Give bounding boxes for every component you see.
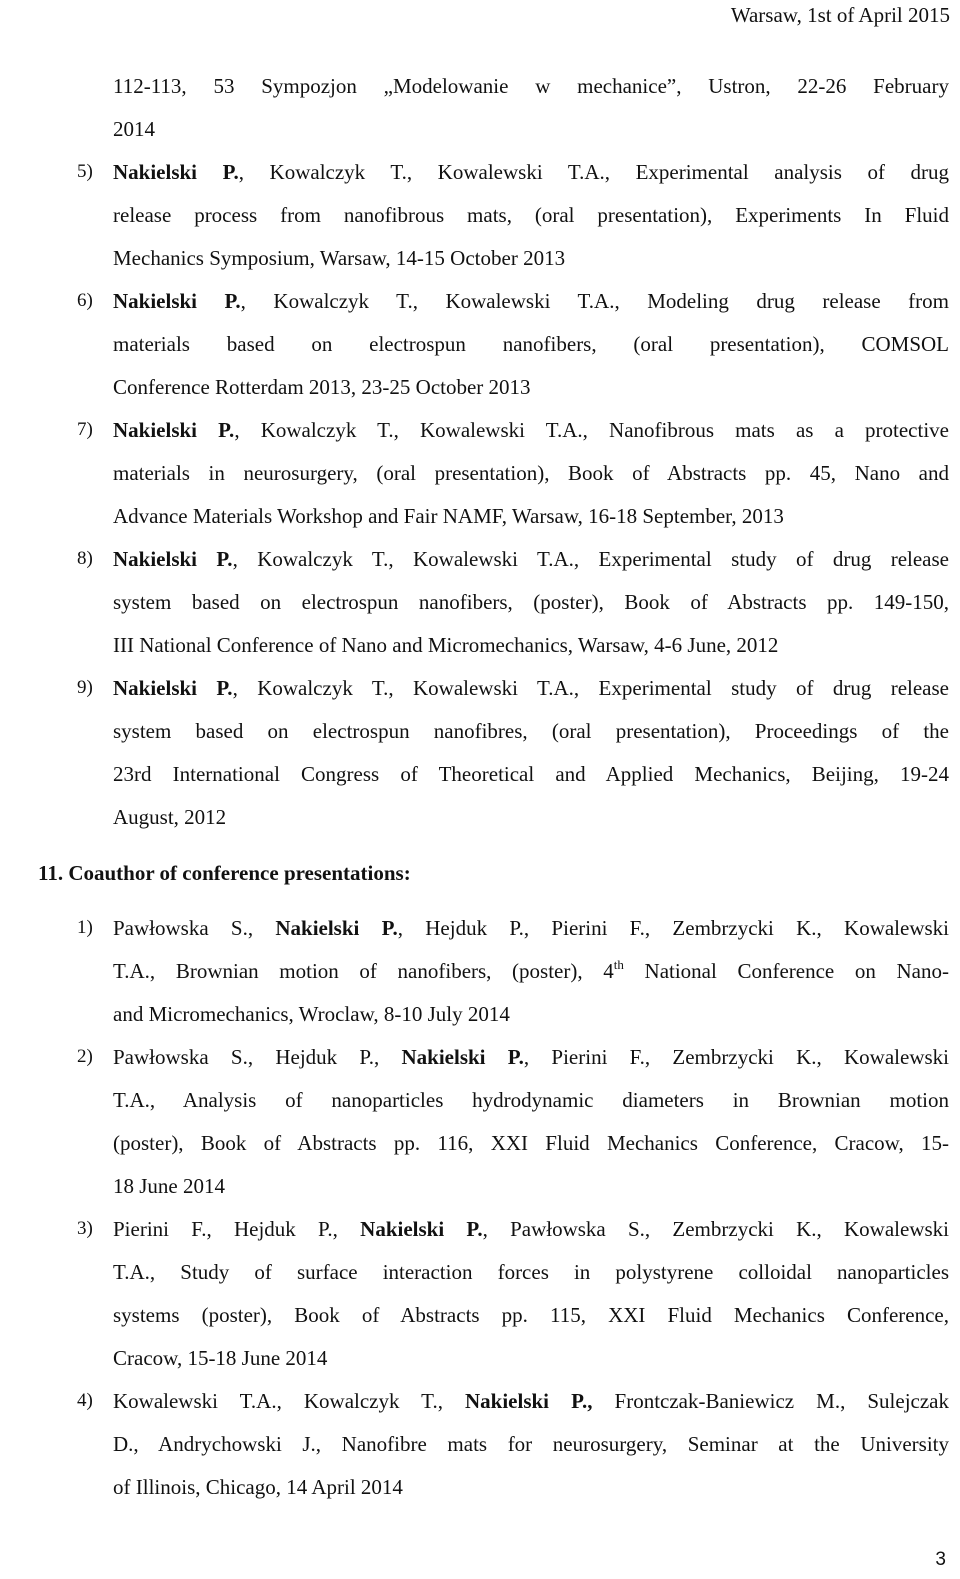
list-item-line: D., Andrychowski J., Nanofibre mats for neurosurgery, Seminar at the University (113, 1432, 949, 1456)
list-item-line: release process from nanofibrous mats, (oral presentation), Experiments In Fluid (113, 203, 949, 227)
document-date-header: Warsaw, 1st of April 2015 (730, 3, 950, 27)
list-item-first-line (113, 1044, 949, 1070)
title-start: , Experimental study of drug release (573, 547, 949, 571)
highlighted-author: Nakielski P. (275, 916, 398, 940)
list-item-first-line (113, 546, 949, 572)
list-item-first-line (113, 1216, 949, 1242)
list-number: 8) (77, 548, 93, 569)
list-item-line: 23rd International Congress of Theoretical and Applied Mechanics, Beijing, 19-24 (113, 762, 949, 786)
list-item-line: Conference Rotterdam 2013, 23-25 October 2013 (113, 375, 531, 399)
highlighted-author: Nakielski P. (113, 676, 233, 700)
co-authors: Pawłowska S., (113, 916, 276, 940)
list-item-first-line (113, 159, 949, 185)
list-item-line: materials in neurosurgery, (oral presentation), Book of Abstracts pp. 45, Nano and (113, 461, 949, 485)
list-item-first-line (113, 1388, 949, 1414)
co-authors: , Kowalczyk T., Kowalewski T.A. (238, 160, 605, 184)
highlighted-author: Nakielski P., (465, 1389, 593, 1413)
title-start: , Experimental study of drug release (573, 676, 949, 700)
continuation-line: 2014 (113, 117, 155, 141)
highlighted-author: Nakielski P. (360, 1217, 483, 1241)
co-authors: , Kowalczyk T., Kowalewski T.A. (234, 418, 583, 442)
list-number: 6) (77, 290, 93, 311)
list-item-line: T.A., Study of surface interaction forces in polystyrene colloidal nanoparticles (113, 1260, 949, 1284)
list-item-line: system based on electrospun nanofibers, (poster), Book of Abstracts pp. 149-150, (113, 590, 949, 614)
co-authors: , Kowalczyk T., Kowalewski T.A. (232, 547, 574, 571)
list-item-line: Mechanics Symposium, Warsaw, 14-15 October 2013 (113, 246, 566, 270)
co-authors: Kowalewski T.A., Kowalczyk T., (113, 1389, 465, 1413)
list-number: 1) (77, 917, 93, 938)
list-item-line: T.A., Analysis of nanoparticles hydrodynamic diameters in Brownian motion (113, 1088, 949, 1112)
title-start: , Experimental analysis of drug (604, 160, 950, 184)
list-item-line: systems (poster), Book of Abstracts pp. 115, XXI Fluid Mechanics Conference, (113, 1303, 949, 1327)
page-number: 3 (935, 1549, 946, 1570)
list-item-first-line (113, 288, 949, 314)
co-authors: Pawłowska S., Hejduk P., (113, 1045, 402, 1069)
ordinal-superscript: th (613, 957, 624, 972)
continuation-line: 112-113, 53 Sympozjon „Modelowanie w mechanice”, Ustron, 22-26 February (113, 74, 949, 98)
highlighted-author: Nakielski P. (401, 1045, 524, 1069)
title-text: T.A., Brownian motion of nanofibers, (poster), 4 (113, 959, 614, 983)
list-item-line: system based on electrospun nanofibres, (oral presentation), Proceedings of the (113, 719, 949, 743)
highlighted-author: Nakielski P. (113, 289, 241, 313)
list-item-line: and Micromechanics, Wroclaw, 8-10 July 2014 (113, 1002, 510, 1026)
list-number: 7) (77, 419, 93, 440)
list-item-line: materials based on electrospun nanofibers, (oral presentation), COMSOL (113, 332, 949, 356)
list-item-line: of Illinois, Chicago, 14 April 2014 (113, 1475, 403, 1499)
list-item-first-line (113, 417, 949, 443)
list-number: 9) (77, 677, 93, 698)
list-item-line: Advance Materials Workshop and Fair NAMF, Warsaw, 16-18 September, 2013 (113, 504, 784, 528)
co-authors: Frontczak-Baniewicz M., Sulejczak (592, 1389, 949, 1413)
list-item-line: Cracow, 15-18 June 2014 (113, 1346, 328, 1370)
co-authors: , Hejduk P., Pierini F., Zembrzycki K., Kowalewski (397, 916, 950, 940)
list-item-line: 18 June 2014 (113, 1174, 225, 1198)
list-item-line: III National Conference of Nano and Micromechanics, Warsaw, 4-6 June, 2012 (113, 633, 779, 657)
list-number: 2) (77, 1046, 93, 1067)
list-item-first-line (113, 915, 949, 941)
co-authors: , Kowalczyk T., Kowalewski T.A. (232, 676, 574, 700)
co-authors: , Pierini F., Zembrzycki K., Kowalewski (523, 1045, 949, 1069)
list-item-line: (poster), Book of Abstracts pp. 116, XXI Fluid Mechanics Conference, Cracow, 15- (113, 1131, 949, 1155)
list-number: 3) (77, 1218, 93, 1239)
highlighted-author: Nakielski P. (113, 547, 233, 571)
list-item-first-line (113, 675, 949, 701)
co-authors: , Pawłowska S., Zembrzycki K., Kowalewski (482, 1217, 949, 1241)
title-text: National Conference on Nano- (623, 959, 949, 983)
highlighted-author: Nakielski P. (113, 160, 239, 184)
title-start: , Nanofibrous mats as a protective (582, 418, 949, 442)
list-number: 4) (77, 1390, 93, 1411)
co-authors: , Kowalczyk T., Kowalewski T.A. (240, 289, 615, 313)
highlighted-author: Nakielski P. (113, 418, 235, 442)
list-item-line: August, 2012 (113, 805, 227, 829)
co-authors: Pierini F., Hejduk P., (113, 1217, 361, 1241)
list-number: 5) (77, 161, 93, 182)
list-item-line (113, 958, 949, 984)
section-heading: 11. Coauthor of conference presentations: (38, 861, 411, 885)
title-start: , Modeling drug release from (614, 289, 949, 313)
